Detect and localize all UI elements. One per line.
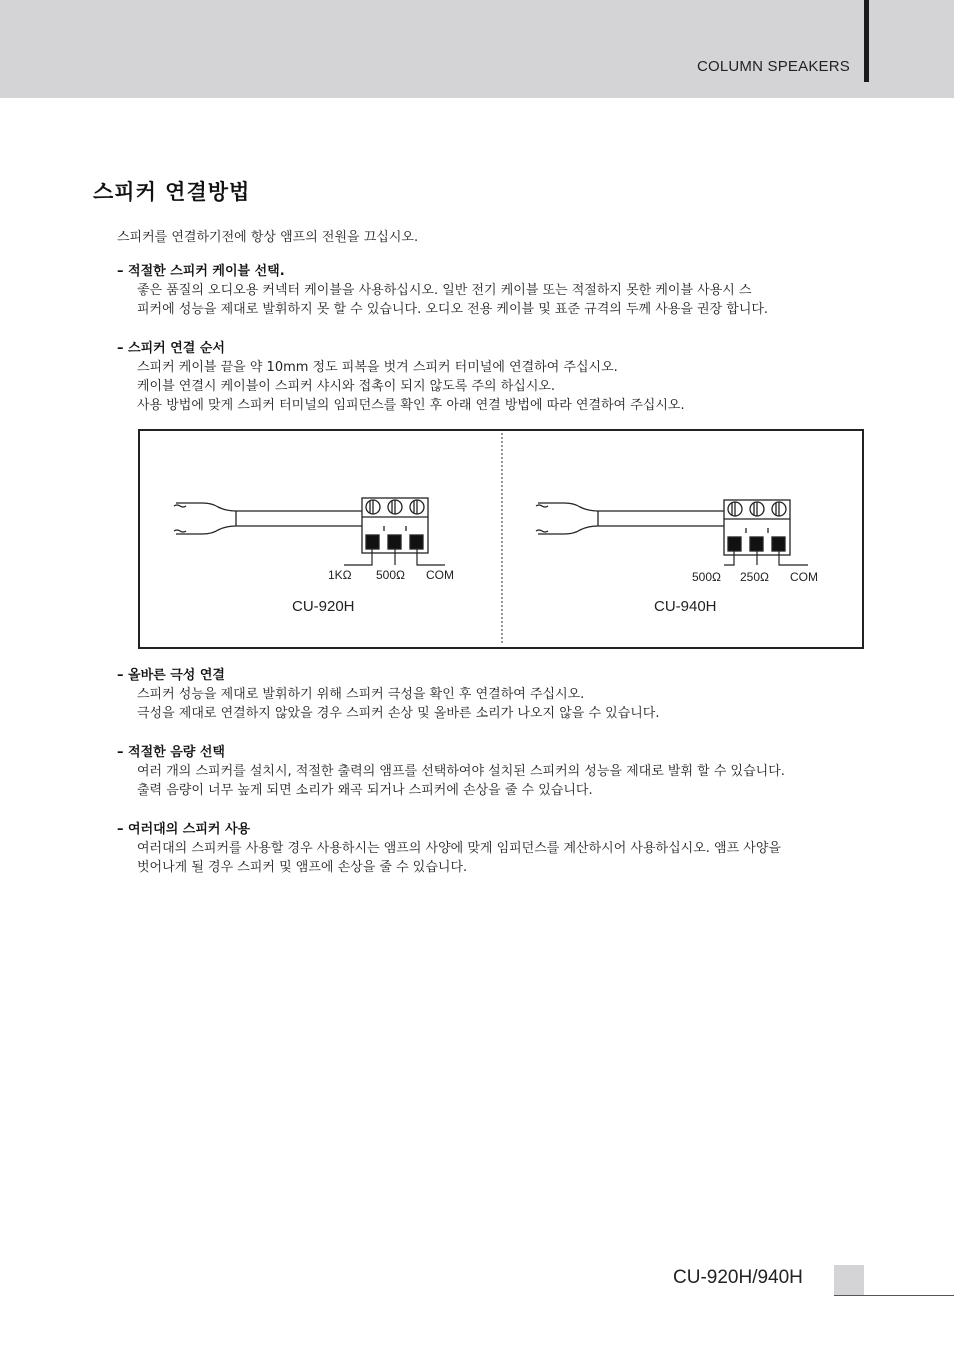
section-multiple-speakers xyxy=(117,820,865,877)
terminal-label: COM xyxy=(790,570,818,584)
model-label-right: CU-940H xyxy=(654,598,717,615)
section-line: 스피커 케이블 끝을 약 10mm 정도 피복을 벗겨 스피커 터미널에 연결하여 주십시오. xyxy=(137,360,618,375)
terminal-label: 250Ω xyxy=(740,570,769,584)
screwdriver-icon-left xyxy=(174,503,366,534)
section-title: – 올바른 극성 연결 xyxy=(117,668,225,683)
section-title: – 적절한 스피커 케이블 선택. xyxy=(117,264,285,279)
section-line: 케이블 연결시 케이블이 스피커 샤시와 접촉이 되지 않도록 주의 하십시오. xyxy=(137,379,556,394)
section-line: 벗어나게 될 경우 스피커 및 앰프에 손상을 줄 수 있습니다. xyxy=(137,860,468,875)
header-band xyxy=(0,0,954,98)
page-title: 스피커 연결방법 xyxy=(93,180,251,204)
terminal-label: 1KΩ xyxy=(328,568,352,582)
section-polarity xyxy=(117,666,865,723)
section-line: 피커에 성능을 제대로 발휘하지 못 할 수 있습니다. 오디오 전용 케이블 및 표준 규격의 두께 사용을 권장 합니다. xyxy=(137,302,769,317)
screwdriver-icon-right xyxy=(536,503,728,534)
section-connection-order xyxy=(117,339,865,415)
connection-diagram xyxy=(138,429,864,649)
header-label: COLUMN SPEAKERS xyxy=(696,58,850,75)
section-title: – 여러대의 스피커 사용 xyxy=(117,822,251,837)
section-title: – 스피커 연결 순서 xyxy=(117,341,225,356)
footer-tab xyxy=(834,1265,864,1295)
footer-model: CU-920H/940H xyxy=(673,1267,803,1288)
section-line: 사용 방법에 맞게 스피커 터미널의 임피던스를 확인 후 아래 연결 방법에 따라 연결하여 주십시오. xyxy=(137,398,685,413)
section-line: 극성을 제대로 연결하지 않았을 경우 스피커 손상 및 올바른 소리가 나오지 않을 수 있습니다. xyxy=(137,706,660,721)
terminal-label: COM xyxy=(426,568,454,582)
section-volume xyxy=(117,743,865,800)
section-line: 스피커 성능을 제대로 발휘하기 위해 스피커 극성을 확인 후 연결하여 주십시오. xyxy=(137,687,585,702)
intro-text: 스피커를 연결하기전에 항상 앰프의 전원을 끄십시오. xyxy=(117,230,419,245)
section-title: – 적절한 음량 선택 xyxy=(117,745,225,760)
section-line: 여러대의 스피커를 사용할 경우 사용하시는 앰프의 사양에 맞게 임피던스를 계산하시어 사용하십시오. 앰프 사양을 xyxy=(137,841,781,856)
section-line: 여러 개의 스피커를 설치시, 적절한 출력의 앰프를 선택하여야 설치된 스피커의 성능을 제대로 발휘 할 수 있습니다. xyxy=(137,764,785,779)
model-label-left: CU-920H xyxy=(292,598,355,615)
section-line: 출력 음량이 너무 높게 되면 소리가 왜곡 되거나 스피커에 손상을 줄 수 있습니다. xyxy=(137,783,593,798)
header-rule xyxy=(864,0,869,82)
terminal-block-icon-right xyxy=(724,500,790,555)
terminal-label: 500Ω xyxy=(692,570,721,584)
lead-lines-left xyxy=(344,549,445,565)
connection-diagram-graphic xyxy=(140,431,862,647)
terminal-label: 500Ω xyxy=(376,568,405,582)
section-cable-selection xyxy=(117,262,865,319)
section-line: 좋은 품질의 오디오용 커넥터 케이블을 사용하십시오. 일반 전기 케이블 또는 적절하지 못한 케이블 사용시 스 xyxy=(137,283,752,298)
terminal-block-icon-left xyxy=(362,498,428,553)
footer-rule xyxy=(834,1295,954,1296)
